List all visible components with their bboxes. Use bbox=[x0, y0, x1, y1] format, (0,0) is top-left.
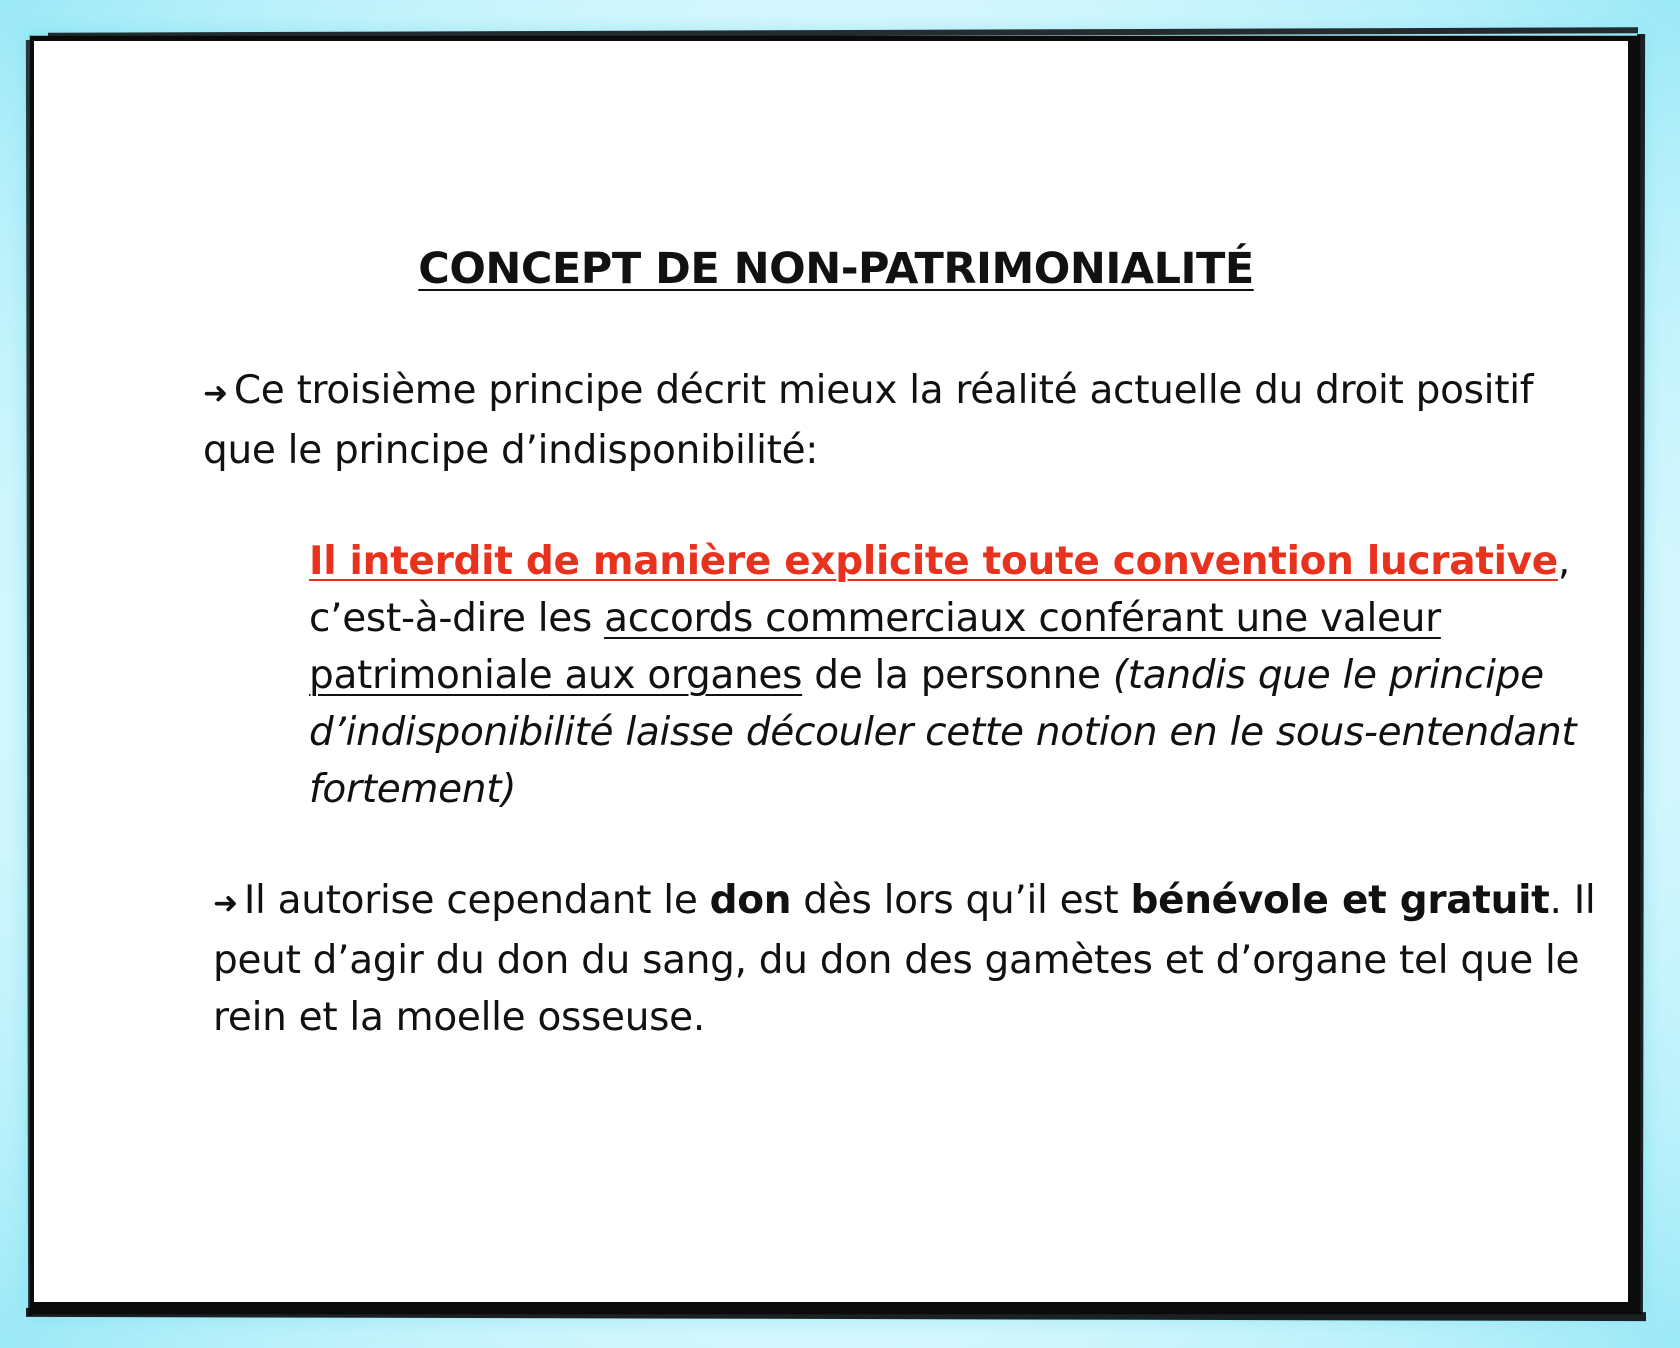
paragraph1-line1 bbox=[203, 362, 1583, 422]
paragraph2-line2 bbox=[309, 590, 1599, 647]
paragraph1-text1: Ce troisième principe décrit mieux la réalité actuelle du droit positif bbox=[233, 368, 1534, 413]
comma: , bbox=[1557, 539, 1571, 584]
paragraph3-part2: dès lors qu’il est bbox=[791, 878, 1131, 923]
arrow-icon: ➜ bbox=[213, 886, 238, 921]
paragraph2-line3 bbox=[309, 647, 1599, 704]
paragraph1-text2: que le principe d’indisponibilité: bbox=[203, 428, 819, 473]
paragraph-convention bbox=[309, 533, 1599, 818]
paragraph3-part1: Il autorise cependant le bbox=[243, 878, 710, 923]
arrow-icon: ➜ bbox=[203, 376, 228, 411]
paragraph3-bold-don: don bbox=[709, 878, 792, 923]
paragraph2-plain-a: c’est-à-dire les bbox=[309, 596, 605, 641]
paragraph2-italic-c: fortement) bbox=[309, 767, 517, 812]
paragraph2-plain-b: de la personne bbox=[802, 653, 1113, 698]
paragraph2-underlined-b: patrimoniale aux organes bbox=[309, 653, 803, 698]
highlight-red-text: Il interdit de manière explicite toute convention lucrative bbox=[309, 539, 1558, 584]
paragraph2-italic-b: d’indisponibilité laisse découler cette notion en le sous-entendant bbox=[309, 710, 1577, 755]
paragraph3-bold-gratuit: bénévole et gratuit bbox=[1130, 878, 1550, 923]
paragraph2-italic-a: (tandis que le principe bbox=[1112, 653, 1544, 698]
page-title: CONCEPT DE NON-PATRIMONIALITÉ bbox=[418, 244, 1254, 294]
paragraph3-line3: rein et la moelle osseuse. bbox=[213, 995, 705, 1040]
paragraph-don bbox=[213, 872, 1613, 1046]
paragraph3-line1 bbox=[213, 872, 1613, 932]
paragraph-principle bbox=[203, 362, 1583, 479]
paragraph2-underlined-a: accords commerciaux conférant une valeur bbox=[604, 596, 1441, 641]
paragraph2-line1 bbox=[309, 533, 1599, 590]
paragraph3-line2: peut d’agir du don du sang, du don des gamètes et d’organe tel que le bbox=[213, 938, 1580, 983]
paragraph3-part3: . Il bbox=[1549, 878, 1596, 923]
